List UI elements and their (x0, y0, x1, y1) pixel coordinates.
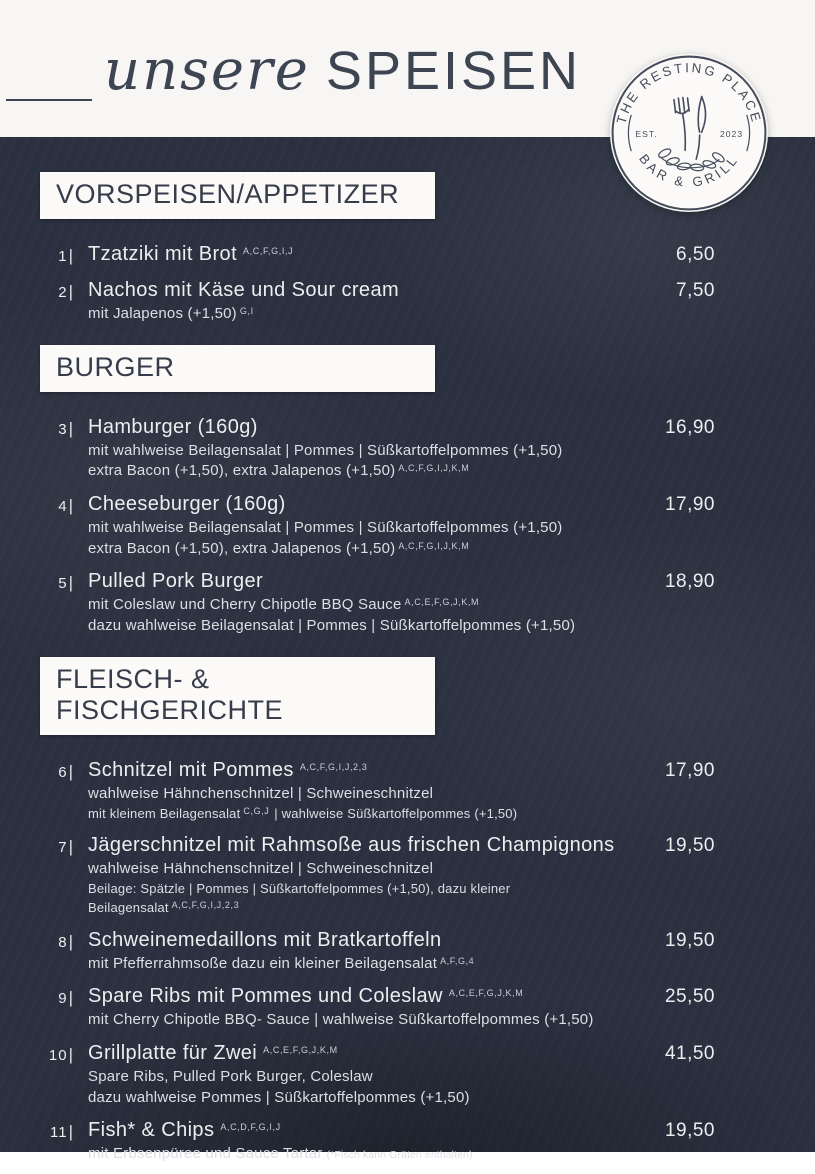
allergen-codes: A,C,F,G,I,J,2,3 (171, 899, 240, 910)
item-number: 1| (58, 246, 74, 265)
item-number-divider: | (68, 1045, 74, 1065)
item-number-divider: | (68, 837, 74, 857)
allergen-codes: A,C,F,G,I,J (243, 246, 294, 256)
item-detail (88, 441, 651, 462)
item-detail (88, 1010, 651, 1031)
item-number-divider: | (68, 418, 74, 438)
menu-item (40, 241, 715, 268)
item-name-line (88, 1040, 651, 1067)
item-number: 3| (58, 418, 74, 438)
item-name: Spare Ribs mit Pommes und Coleslaw (88, 985, 443, 1008)
detail-text: | wahlweise Süßkartoffelpommes (+1,50) (270, 805, 518, 821)
item-body (74, 927, 651, 975)
detail-text: mit wahlweise Beilagensalat | Pommes | Süßkartoffelpommes (+1,50) (88, 519, 563, 537)
item-name-line (88, 927, 651, 954)
item-detail (88, 518, 651, 539)
item-number: 6| (58, 761, 74, 781)
item-name-line (88, 241, 651, 268)
item-detail (88, 1088, 651, 1109)
item-detail (88, 616, 651, 637)
menu-item (40, 1040, 715, 1108)
detail-text: mit Coleslaw und Cherry Chipotle BBQ Sauce (88, 596, 402, 614)
detail-text: dazu wahlweise Pommes | Süßkartoffelpommes (+1,50) (88, 1088, 470, 1106)
item-body (74, 832, 651, 917)
item-detail (88, 784, 651, 805)
menu-item (40, 568, 715, 636)
item-detail (88, 595, 651, 616)
detail-text: mit Jalapenos (+1,50) (88, 305, 237, 322)
logo-year: 2023 (719, 129, 744, 140)
section-title: FLEISCH- & FISCHGERICHTE (40, 657, 435, 735)
item-number-divider: | (68, 988, 74, 1008)
item-detail (88, 1067, 651, 1088)
allergen-codes: A,C,D,F,G,I,J (220, 1122, 281, 1133)
item-price: 16,90 (664, 416, 715, 438)
item-number: 7| (58, 837, 74, 857)
detail-text: extra Bacon (+1,50), extra Jalapenos (+1,50) (88, 462, 396, 480)
item-body (74, 568, 651, 636)
item-number-divider: | (68, 496, 74, 516)
item-name-line (88, 491, 651, 518)
item-price: 17,90 (664, 759, 715, 781)
fine-print: (*Fisch kann Gräten enthalten) (326, 1149, 473, 1162)
item-name-line (88, 568, 651, 595)
item-body (74, 491, 651, 559)
menu-item (40, 983, 715, 1031)
allergen-codes: A,C,E,F,G,J,K,M (448, 988, 524, 999)
allergen-codes: A,C,F,G,I,J,K,M (398, 463, 470, 474)
item-name: Hamburger (160g) (88, 415, 258, 438)
item-number: 2| (58, 282, 74, 301)
allergen-codes: A,F,G,4 (440, 955, 475, 966)
item-number-divider: | (68, 931, 74, 951)
item-number-divider: | (68, 1122, 74, 1142)
item-name-line (88, 983, 651, 1010)
item-number-divider: | (68, 761, 74, 781)
section-title: BURGER (40, 345, 435, 392)
item-name: Schnitzel mit Pommes (88, 758, 294, 781)
item-name-line (88, 832, 651, 859)
item-number: 8| (58, 931, 74, 951)
item-price: 19,50 (664, 835, 715, 857)
detail-text: mit wahlweise Beilagensalat | Pommes | Süßkartoffelpommes (+1,50) (88, 441, 563, 459)
item-price: 25,50 (664, 986, 715, 1008)
detail-text: mit Erbsenpüree und Sauce Tartar (88, 1145, 323, 1163)
menu-item (40, 927, 715, 975)
item-name: Nachos mit Käse und Sour cream (88, 279, 400, 301)
menu-item (40, 832, 715, 917)
detail-text: wahlweise Hähnchenschnitzel | Schweineschnitzel (88, 860, 434, 878)
detail-text: wahlweise Hähnchenschnitzel | Schweineschnitzel (88, 784, 434, 802)
item-price: 41,50 (664, 1043, 715, 1065)
item-number-divider: | (68, 282, 74, 301)
item-number: 10| (48, 1045, 74, 1065)
item-number-divider: | (68, 246, 74, 265)
item-detail (88, 880, 651, 918)
menu-section (40, 172, 715, 325)
item-name: Tzatziki mit Brot (88, 243, 238, 265)
item-number: 5| (58, 573, 74, 593)
menu-item (40, 491, 715, 559)
item-name: Pulled Pork Burger (88, 570, 264, 593)
section-title: VORSPEISEN/APPETIZER (40, 172, 435, 219)
detail-text: mit kleinem Beilagensalat (88, 805, 241, 821)
item-price: 19,50 (664, 1120, 715, 1142)
item-detail (88, 954, 651, 975)
menu-item (40, 1117, 715, 1165)
logo-top-text: THE RESTING PLACE (613, 60, 765, 126)
menu-item (40, 277, 715, 325)
detail-text: Spare Ribs, Pulled Pork Burger, Coleslaw (88, 1068, 373, 1086)
menu-section (40, 345, 715, 637)
item-name: Jägerschnitzel mit Rahmsoße aus frischen Champignons (88, 834, 615, 857)
item-price: 17,90 (664, 494, 715, 516)
item-number: 11| (50, 1122, 74, 1142)
detail-text: dazu wahlweise Beilagensalat | Pommes | Süßkartoffelpommes (+1,50) (88, 617, 576, 635)
item-name-line (88, 414, 651, 441)
item-detail (88, 539, 651, 560)
header-rule (6, 99, 92, 101)
detail-text: Beilage: Spätzle | Pommes | Süßkartoffelpommes (+1,50), dazu kleiner Beilagensalat (88, 881, 511, 915)
item-name-line (88, 757, 651, 784)
logo-bottom-text: BAR & GRILL (636, 151, 742, 190)
allergen-codes: G,I (239, 306, 254, 316)
item-detail (88, 859, 651, 880)
item-price: 18,90 (664, 571, 715, 593)
item-body (74, 241, 651, 268)
allergen-codes: A,C,F,G,I,J,K,M (398, 540, 470, 551)
item-number: 4| (58, 496, 74, 516)
menu-section (40, 657, 715, 1165)
item-detail (88, 304, 651, 325)
allergen-codes: A,C,F,G,I,J,2,3 (299, 761, 368, 772)
detail-text: mit Pfefferrahmsoße dazu ein kleiner Beilagensalat (88, 954, 438, 972)
item-detail (88, 805, 651, 824)
item-body (74, 757, 651, 824)
menu-item (40, 414, 715, 482)
item-name-line (88, 277, 651, 304)
item-detail (88, 1144, 651, 1165)
title-caps-word: SPEISEN (325, 41, 582, 101)
item-number: 9| (58, 988, 74, 1008)
title-script-word: unsere (104, 38, 310, 103)
logo-est-label: EST. (635, 129, 658, 140)
item-name-line (88, 1117, 651, 1144)
item-body (74, 1117, 651, 1165)
item-detail (88, 461, 651, 482)
menu-sections (0, 137, 815, 1174)
item-body (74, 1040, 651, 1108)
detail-text: extra Bacon (+1,50), extra Jalapenos (+1,50) (88, 539, 396, 557)
item-body (74, 983, 651, 1031)
item-price: 19,50 (664, 929, 715, 951)
item-name: Fish* & Chips (88, 1119, 215, 1142)
item-body (74, 414, 651, 482)
item-name: Grillplatte für Zwei (88, 1042, 258, 1065)
page-title (104, 38, 581, 103)
item-name: Schweinemedaillons mit Bratkartoffeln (88, 928, 442, 951)
item-price: 7,50 (676, 280, 715, 301)
item-body (74, 277, 651, 325)
detail-text: mit Cherry Chipotle BBQ- Sauce | wahlweise Süßkartoffelpommes (+1,50) (88, 1011, 594, 1029)
item-name: Cheeseburger (160g) (88, 493, 286, 516)
menu-item (40, 757, 715, 824)
allergen-codes: A,C,E,F,G,J,K,M (404, 597, 480, 608)
allergen-codes: C,G,J (243, 805, 270, 816)
allergen-codes: A,C,E,F,G,J,K,M (263, 1045, 338, 1056)
item-price: 6,50 (676, 244, 715, 265)
item-number-divider: | (68, 573, 74, 593)
